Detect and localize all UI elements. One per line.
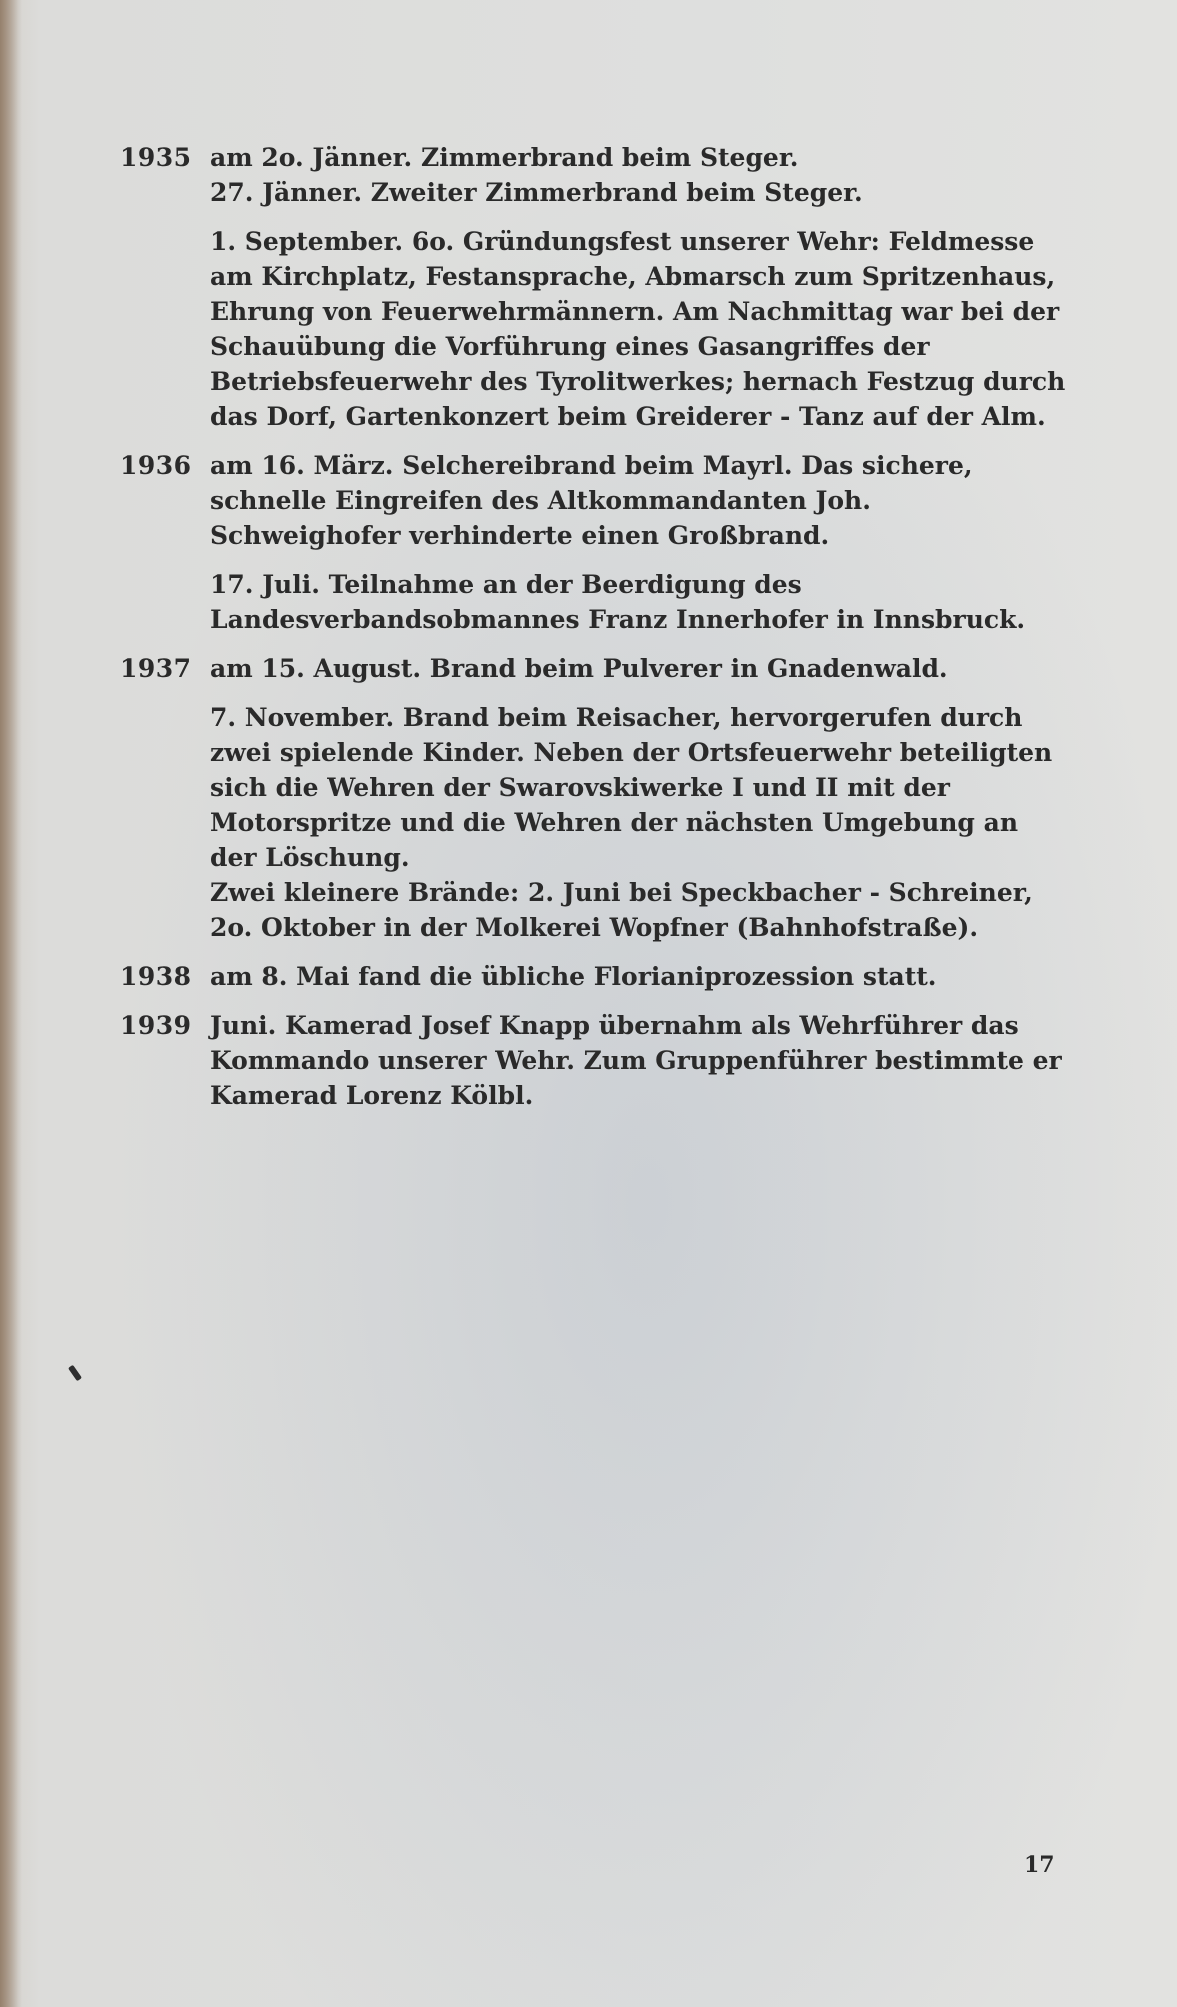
year-paragraphs — [210, 1008, 1070, 1113]
entry-paragraph: 7. November. Brand beim Reisacher, hervorgerufen durch zwei spielende Kinder. Neben der Ortsfeuerwehr beteiligten sich die Wehren der Swarovskiwerke I und II mit der Motorspritze und die Wehren der nächsten Umgebung an der Löschung. Zwei kleinere Brände: 2. Juni bei Speckbacher - Schreiner, 2o. Oktober in der Molkerei Wopfner (Bahnhofstraße). — [210, 703, 1053, 942]
year-entry-1938 — [120, 959, 1080, 994]
page-edge-shadow — [0, 0, 22, 2007]
year-label: 1935 — [120, 143, 192, 172]
ink-speck — [68, 1365, 82, 1382]
year-label: 1938 — [120, 962, 192, 991]
entry-paragraph: 1. September. 6o. Gründungsfest unserer Wehr: Feldmesse am Kirchplatz, Festansprache, Abmarsch zum Spritzenhaus, Ehrung von Feuerwehrmännern. Am Nachmittag war bei der Schauübung die Vorführung eines Gasangriffes der Betriebsfeuerwehr des Tyrolitwerkes; hernach Festzug durch das Dorf, Gartenkonzert beim Greiderer - Tanz auf der Alm. — [210, 227, 1066, 431]
entry-paragraph: am 2o. Jänner. Zimmerbrand beim Steger. 27. Jänner. Zweiter Zimmerbrand beim Steger. — [210, 143, 863, 207]
year-label: 1937 — [120, 654, 192, 683]
year-paragraphs — [210, 448, 1070, 637]
year-entry-1935 — [120, 140, 1080, 434]
year-entry-1937 — [120, 651, 1080, 945]
entry-paragraph: 17. Juli. Teilnahme an der Beerdigung des Landesverbandsobmannes Franz Innerhofer in Innsbruck. — [210, 570, 1026, 634]
entry-paragraph: am 15. August. Brand beim Pulverer in Gnadenwald. — [210, 654, 948, 683]
year-entry-1939 — [120, 1008, 1080, 1113]
chronicle-entries — [120, 140, 1080, 1127]
year-paragraphs — [210, 959, 1070, 994]
year-label: 1939 — [120, 1011, 192, 1040]
year-paragraphs — [210, 651, 1070, 945]
entry-paragraph: am 8. Mai fand die übliche Florianiprozession statt. — [210, 962, 937, 991]
entry-paragraph: Juni. Kamerad Josef Knapp übernahm als Wehrführer das Kommando unserer Wehr. Zum Gruppenführer bestimmte er Kamerad Lorenz Kölbl. — [210, 1011, 1062, 1110]
year-label: 1936 — [120, 451, 192, 480]
page-number: 17 — [1024, 1852, 1055, 1878]
entry-paragraph: am 16. März. Selchereibrand beim Mayrl. Das sichere, schnelle Eingreifen des Altkommandanten Joh. Schweighofer verhinderte einen Großbrand. — [210, 451, 973, 550]
year-entry-1936 — [120, 448, 1080, 637]
year-paragraphs — [210, 140, 1070, 434]
